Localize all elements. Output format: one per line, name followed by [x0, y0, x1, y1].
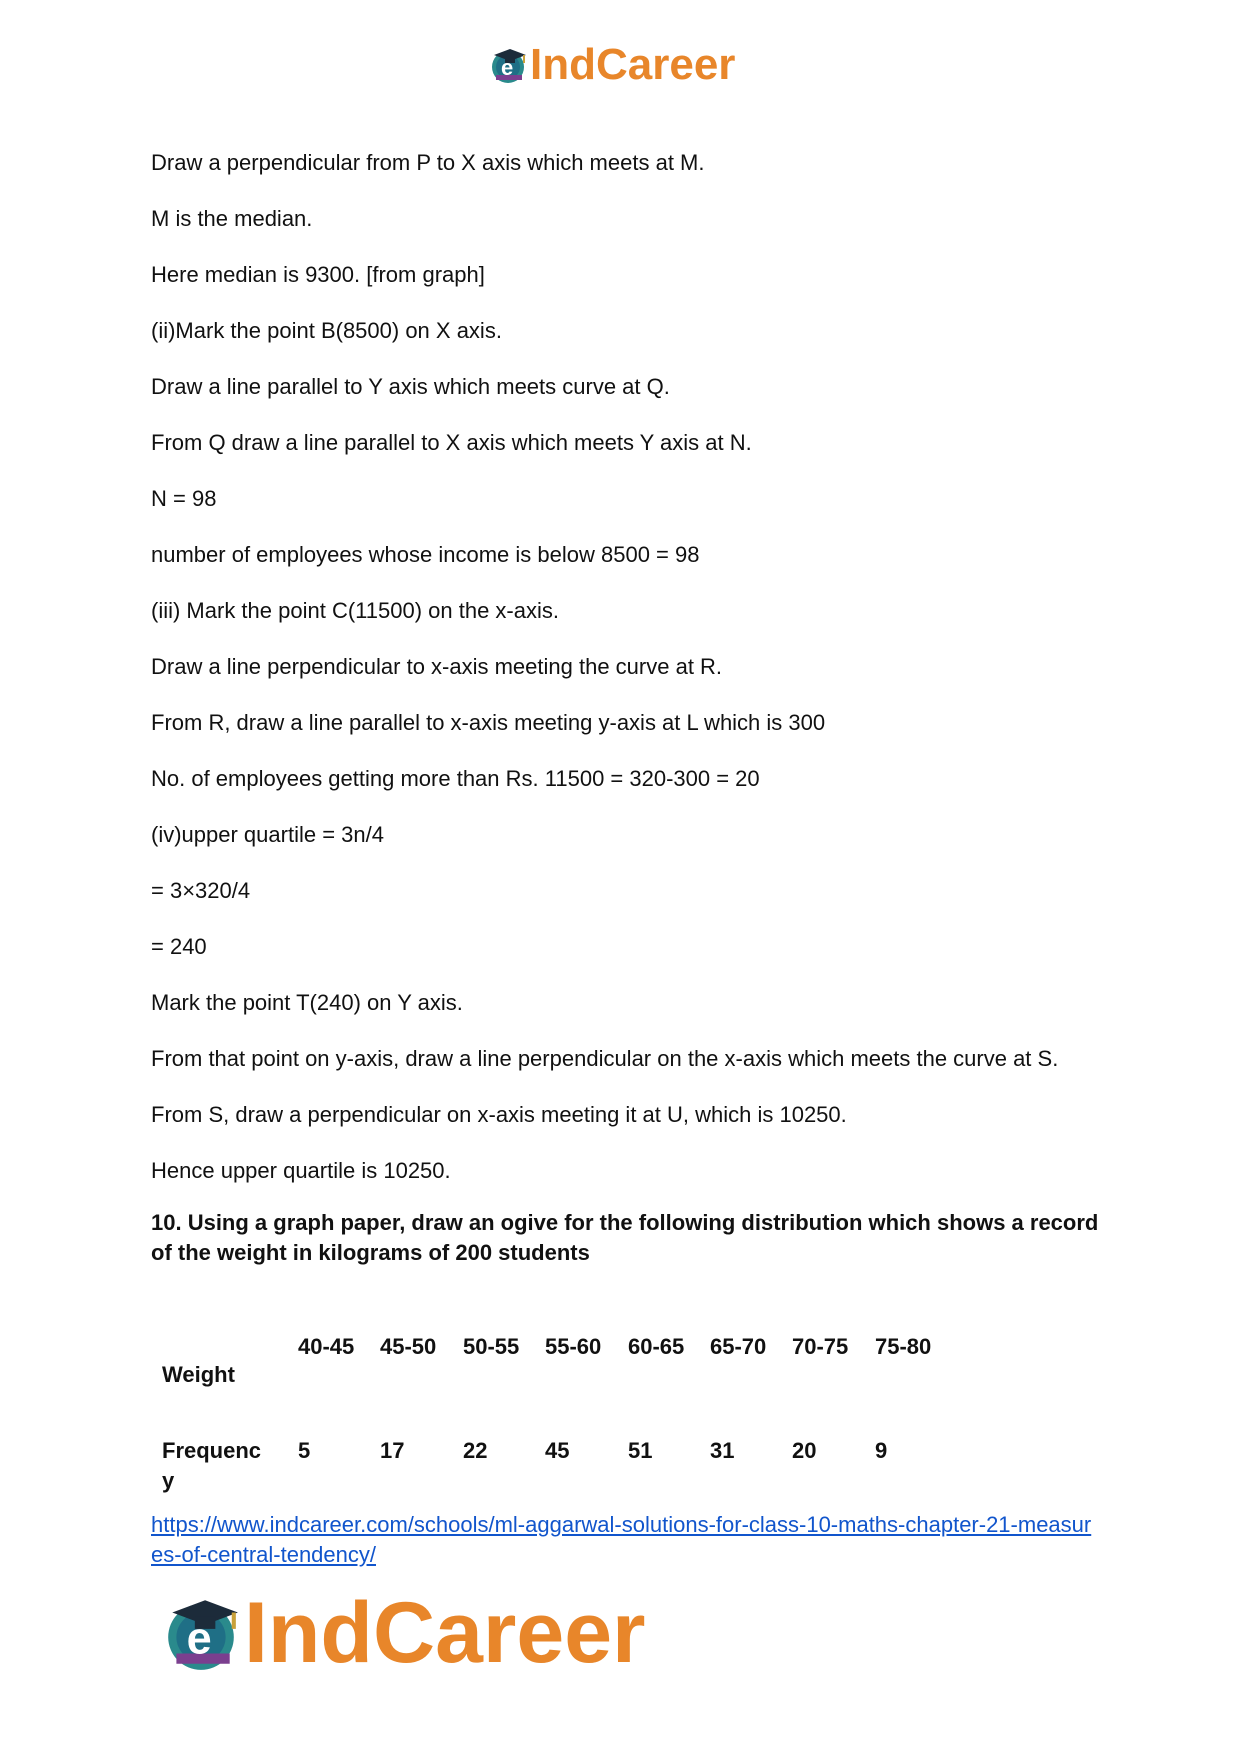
weight-row-label: Weight	[162, 1362, 235, 1387]
footer-logo	[160, 1584, 646, 1681]
paragraph: = 3×320/4	[151, 878, 251, 903]
frequency-cell: 17	[380, 1438, 405, 1463]
frequency-cell: 51	[628, 1438, 653, 1463]
paragraph: M is the median.	[151, 206, 313, 231]
paragraph: Draw a line perpendicular to x-axis meeting the curve at R.	[151, 654, 723, 679]
graduation-cap-book-logo-icon	[488, 45, 528, 85]
paragraph: Hence upper quartile is 10250.	[151, 1158, 451, 1183]
paragraph: Mark the point T(240) on Y axis.	[151, 990, 463, 1015]
paragraph: N = 98	[151, 486, 217, 511]
paragraph: = 240	[151, 934, 207, 959]
header-logo	[488, 40, 735, 90]
frequency-cell: 22	[463, 1438, 488, 1463]
paragraph: (ii)Mark the point B(8500) on X axis.	[151, 318, 502, 343]
frequency-row-label: Frequenc y	[162, 1438, 262, 1493]
weight-cell: 70-75	[792, 1334, 849, 1359]
paragraph: Here median is 9300. [from graph]	[151, 262, 485, 287]
paragraph: Draw a perpendicular from P to X axis which meets at M.	[151, 150, 705, 175]
weight-cell: 60-65	[628, 1334, 685, 1359]
brand-name: IndCareer	[244, 1584, 646, 1681]
logo-letter: e	[186, 1612, 212, 1664]
paragraph: (iv)upper quartile = 3n/4	[151, 822, 384, 847]
logo-letter: e	[501, 55, 514, 80]
weight-cell: 50-55	[463, 1334, 520, 1359]
paragraph: From R, draw a line parallel to x-axis meeting y-axis at L which is 300	[151, 710, 826, 735]
solution-text	[151, 148, 1101, 1268]
paragraph: From Q draw a line parallel to X axis which meets Y axis at N.	[151, 430, 752, 455]
weight-cell: 45-50	[380, 1334, 437, 1359]
frequency-cell: 31	[710, 1438, 735, 1463]
paragraph: No. of employees getting more than Rs. 11500 = 320-300 = 20	[151, 766, 760, 791]
source-link[interactable]: https://www.indcareer.com/schools/ml-aggarwal-solutions-for-class-10-maths-chapter-21-measures-of-central-tendency/	[151, 1512, 1092, 1567]
frequency-cell: 45	[545, 1438, 570, 1463]
paragraph: number of employees whose income is below 8500 = 98	[151, 542, 700, 567]
frequency-cell: 5	[298, 1438, 311, 1463]
frequency-cell: 9	[875, 1438, 888, 1463]
weight-cell: 40-45	[298, 1334, 355, 1359]
brand-name: IndCareer	[530, 40, 736, 89]
paragraph: (iii) Mark the point C(11500) on the x-axis.	[151, 598, 559, 623]
paragraph: From that point on y-axis, draw a line perpendicular on the x-axis which meets the curve at S.	[151, 1046, 1059, 1071]
weight-cell: 75-80	[875, 1334, 932, 1359]
graduation-cap-book-logo-icon	[160, 1592, 242, 1674]
paragraph: Draw a line parallel to Y axis which meets curve at Q.	[151, 374, 670, 399]
weight-cell: 65-70	[710, 1334, 767, 1359]
weight-cell: 55-60	[545, 1334, 602, 1359]
frequency-cell: 20	[792, 1438, 817, 1463]
question-heading: 10. Using a graph paper, draw an ogive for the following distribution which shows a record of the weight in kilograms of 200 students	[151, 1210, 1099, 1265]
paragraph: From S, draw a perpendicular on x-axis meeting it at U, which is 10250.	[151, 1102, 847, 1127]
